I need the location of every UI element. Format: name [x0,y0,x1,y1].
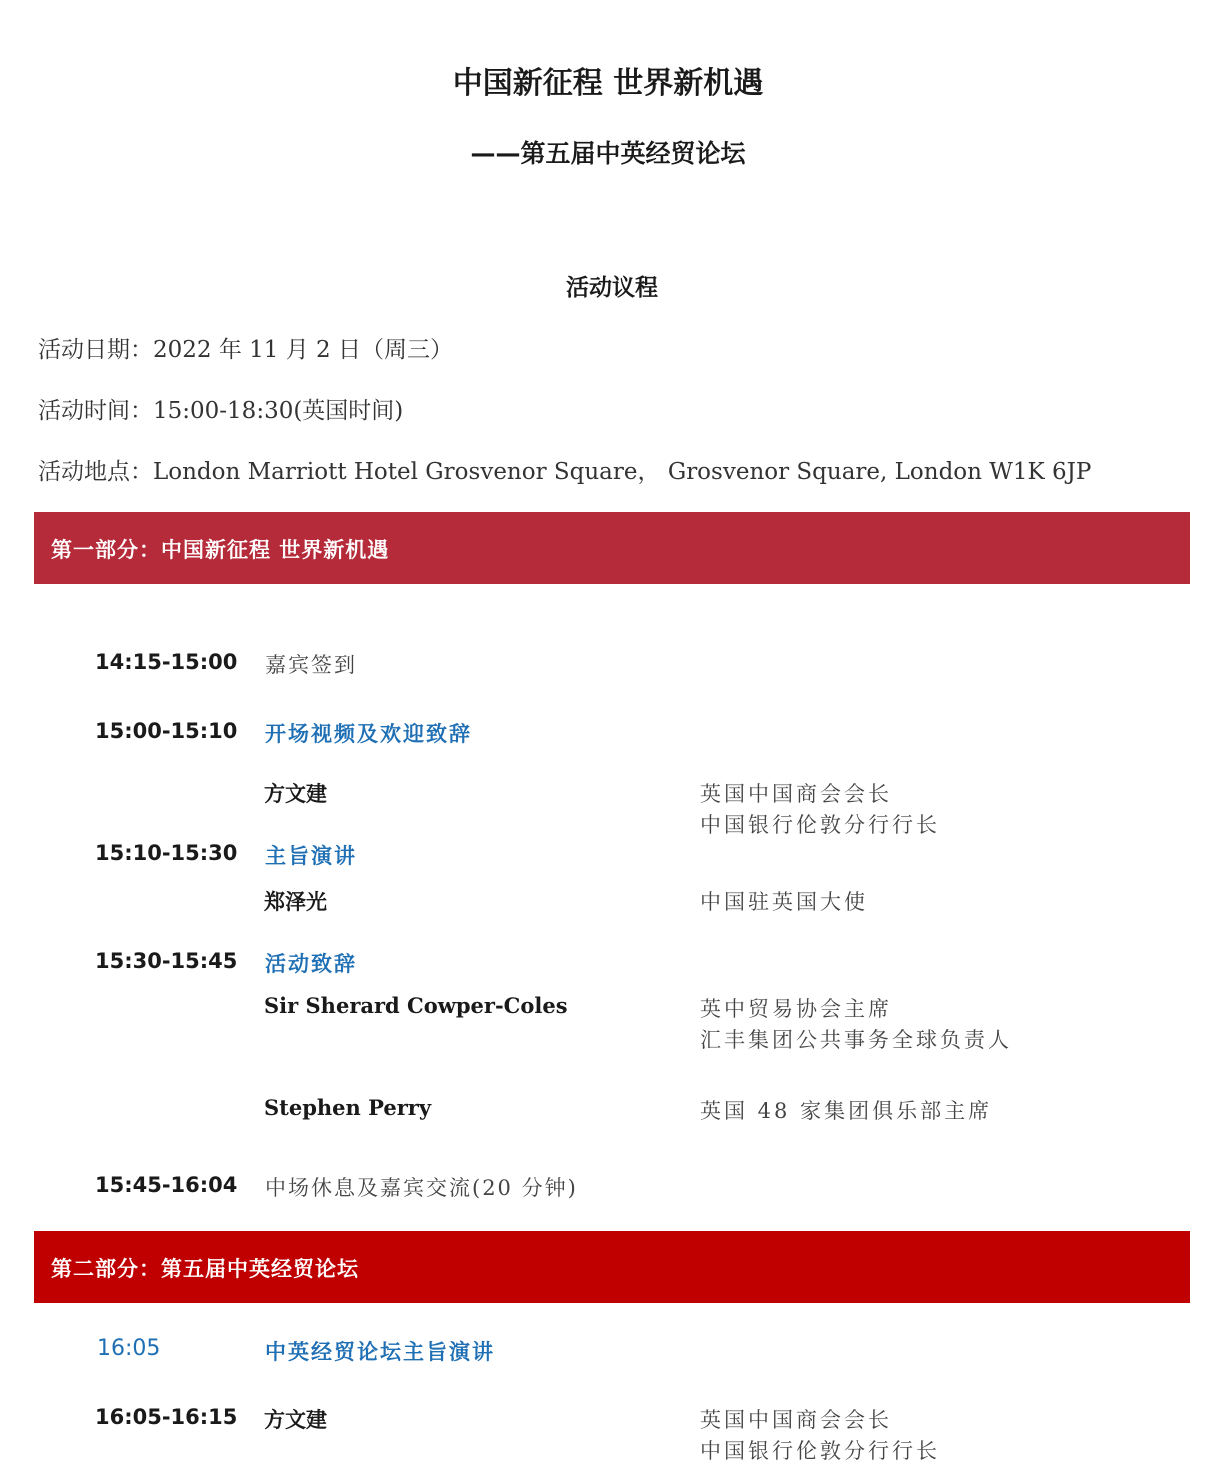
agenda-time: 14:15-15:00 [95,650,238,674]
part2-label: 第二部分：第五届中英经贸论坛 [51,1256,359,1281]
speaker-role: 汇丰集团公共事务全球负责人 [700,1028,1012,1052]
event-date: 活动日期：2022 年 11 月 2 日（周三） [38,337,453,363]
agenda-item-title: 活动致辞 [265,951,357,976]
agenda-item-title: 开场视频及欢迎致辞 [265,721,472,746]
part2-banner [34,1231,1190,1303]
speaker-role: 英国 48 家集团俱乐部主席 [700,1099,993,1123]
speaker-role: 中国银行伦敦分行行长 [700,813,940,837]
agenda-time: 16:05-16:15 [95,1405,238,1429]
agenda-item-title: 主旨演讲 [265,843,357,868]
speaker-role: 英国中国商会会长 [700,782,892,806]
agenda-item-title: 中场休息及嘉宾交流(20 分钟) [265,1176,578,1200]
agenda-time: 15:00-15:10 [95,719,238,743]
part1-label: 第一部分：中国新征程 世界新机遇 [51,537,390,562]
event-venue: 活动地点：London Marriott Hotel Grosvenor Square， Grosvenor Square, London W1K 6JP [38,459,1092,485]
speaker-name: 方文建 [264,781,327,806]
agenda-item-title: 中英经贸论坛主旨演讲 [265,1339,495,1364]
speaker-name: 方文建 [264,1407,327,1432]
agenda-time: 16:05 [97,1336,161,1361]
speaker-name: Sir Sherard Cowper-Coles [264,993,568,1018]
speaker-role: 英国中国商会会长 [700,1408,892,1432]
agenda-time: 15:30-15:45 [95,949,238,973]
speaker-role: 英中贸易协会主席 [700,997,892,1021]
agenda-item-title: 嘉宾签到 [265,653,357,677]
part1-banner [34,512,1190,584]
speaker-name: 郑泽光 [264,889,327,914]
page-title: 中国新征程 世界新机遇 [452,66,764,101]
page-subtitle: ——第五届中英经贸论坛 [470,139,746,168]
agenda-heading: 活动议程 [566,275,658,301]
speaker-role: 中国驻英国大使 [700,890,868,914]
agenda-time: 15:45-16:04 [95,1173,238,1197]
agenda-time: 15:10-15:30 [95,841,238,865]
event-time: 活动时间：15:00-18:30(英国时间) [38,398,404,424]
speaker-role: 中国银行伦敦分行行长 [700,1439,940,1463]
speaker-name: Stephen Perry [264,1095,432,1120]
